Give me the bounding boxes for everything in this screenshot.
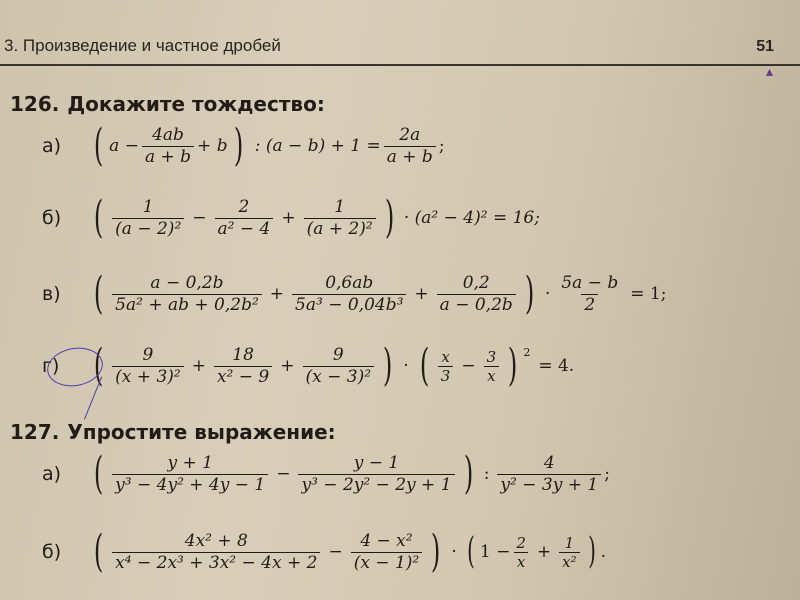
fraction	[558, 273, 621, 315]
denominator: (a − 2)²	[112, 218, 184, 239]
numerator: 4ab	[152, 125, 184, 146]
punctuation: ;	[438, 136, 445, 156]
denominator: x	[484, 366, 498, 385]
denominator: y² − 3y + 1	[497, 474, 601, 495]
item-label: в)	[42, 283, 61, 305]
left-paren: (	[93, 526, 104, 577]
numerator: 9	[142, 345, 154, 366]
denominator: x	[514, 552, 528, 571]
numerator: 5a − b	[561, 273, 619, 294]
right-paren: )	[382, 340, 393, 391]
denominator: (a + 2)²	[304, 218, 376, 239]
numerator: 2a	[399, 125, 421, 146]
term: : (a − b) + 1 =	[254, 136, 381, 156]
punctuation: .	[600, 542, 607, 562]
operator: +	[280, 356, 295, 376]
page-header	[0, 34, 800, 66]
denominator: 2	[581, 294, 598, 315]
right-paren: )	[508, 340, 518, 391]
right-paren: )	[384, 192, 394, 243]
fraction	[384, 125, 436, 167]
numerator: 4x² + 8	[184, 531, 248, 552]
numerator: a − 0,2b	[150, 273, 224, 294]
operator: −	[192, 208, 207, 228]
fraction	[112, 453, 268, 495]
numerator: y − 1	[353, 453, 400, 474]
fraction	[292, 273, 406, 315]
numerator: 0,2	[462, 273, 490, 294]
denominator: y³ − 2y² − 2y + 1	[298, 474, 454, 495]
numerator: 2	[516, 533, 526, 552]
fraction	[298, 453, 454, 495]
right-paren: )	[463, 448, 473, 499]
left-paren: (	[93, 340, 104, 391]
fraction	[112, 273, 262, 315]
problem-instruction: Докажите тождество:	[67, 92, 325, 116]
operator: −	[276, 464, 291, 484]
term: a −	[109, 136, 139, 156]
numerator: 0,6ab	[325, 273, 374, 294]
term: · (a² − 4)² = 16;	[403, 208, 540, 228]
fraction	[215, 197, 274, 239]
problem-number: 127.	[10, 420, 60, 444]
left-paren: (	[419, 340, 429, 391]
denominator: 3	[438, 366, 454, 385]
numerator: 1	[564, 533, 575, 552]
numerator: 4 − x²	[360, 531, 413, 552]
fraction	[497, 453, 601, 495]
problem-instruction: Упростите выражение:	[67, 420, 336, 444]
fraction	[559, 534, 579, 571]
chapter-title: 3. Произведение и частное дробей	[4, 36, 281, 55]
denominator: 5a³ − 0,04b³	[292, 294, 406, 315]
fraction	[142, 125, 194, 167]
exponent: 2	[523, 346, 531, 359]
fraction	[303, 345, 375, 387]
problem-127-title	[10, 420, 336, 444]
left-paren: (	[93, 192, 104, 243]
operator: +	[414, 284, 429, 304]
problem-127-a	[42, 448, 610, 499]
fraction	[304, 197, 376, 239]
item-label: г)	[42, 355, 60, 377]
left-paren: (	[466, 531, 475, 572]
denominator: a + b	[142, 146, 194, 167]
numerator: 2	[238, 197, 250, 218]
pen-mark-icon: ▴	[766, 64, 774, 80]
denominator: (x − 3)²	[303, 366, 375, 387]
operator: −	[328, 542, 343, 562]
fraction	[112, 197, 184, 239]
operator: ·	[451, 542, 457, 562]
term: 1 −	[479, 542, 511, 562]
denominator: x² − 9	[214, 366, 272, 387]
operator: +	[536, 542, 552, 562]
problem-126-a	[42, 120, 445, 171]
operator: −	[461, 356, 476, 376]
denominator: a + b	[384, 146, 436, 167]
problem-126-b	[42, 192, 540, 243]
fraction	[112, 531, 320, 573]
item-label: а)	[42, 135, 62, 157]
numerator: 1	[334, 197, 346, 218]
right-paren: )	[587, 531, 596, 572]
item-label: б)	[42, 207, 62, 229]
denominator: (x + 3)²	[112, 366, 184, 387]
item-label: б)	[42, 541, 62, 563]
numerator: x	[441, 347, 450, 366]
fraction	[112, 345, 184, 387]
fraction	[513, 534, 529, 571]
operator: +	[269, 284, 285, 304]
denominator: y³ − 4y² + 4y − 1	[112, 474, 268, 495]
left-paren: (	[93, 120, 104, 171]
operator: :	[483, 464, 490, 484]
fraction	[214, 345, 272, 387]
fraction	[484, 348, 500, 385]
operator: +	[191, 356, 206, 376]
numerator: 18	[232, 345, 254, 366]
numerator: 9	[332, 345, 344, 366]
left-paren: (	[93, 448, 104, 499]
problem-126-d	[42, 340, 575, 391]
numerator: 3	[486, 347, 497, 366]
problem-126-c	[42, 268, 667, 319]
fraction	[351, 531, 423, 573]
numerator: 1	[142, 197, 154, 218]
fraction	[438, 348, 454, 385]
operator: ·	[544, 284, 551, 304]
problem-126-title	[10, 92, 325, 116]
problem-127-b	[42, 526, 607, 577]
numerator: 4	[543, 453, 555, 474]
term: = 4.	[538, 356, 575, 376]
problem-number: 126.	[10, 92, 60, 116]
denominator: a − 0,2b	[437, 294, 516, 315]
operator: ·	[403, 356, 409, 376]
denominator: x⁴ − 2x³ + 3x² − 4x + 2	[112, 552, 320, 573]
left-paren: (	[93, 268, 104, 319]
operator: +	[281, 208, 296, 228]
term: = 1;	[630, 284, 667, 304]
right-paren: )	[524, 268, 535, 319]
denominator: (x − 1)²	[351, 552, 423, 573]
item-label: а)	[42, 463, 62, 485]
right-paren: )	[233, 120, 243, 171]
denominator: a² − 4	[215, 218, 274, 239]
term: + b	[197, 136, 228, 156]
punctuation: ;	[604, 464, 610, 484]
right-paren: )	[431, 526, 441, 577]
denominator: 5a² + ab + 0,2b²	[112, 294, 262, 315]
fraction	[437, 273, 516, 315]
page-number: 51	[756, 38, 774, 55]
denominator: x²	[559, 552, 579, 571]
numerator: y + 1	[167, 453, 213, 474]
